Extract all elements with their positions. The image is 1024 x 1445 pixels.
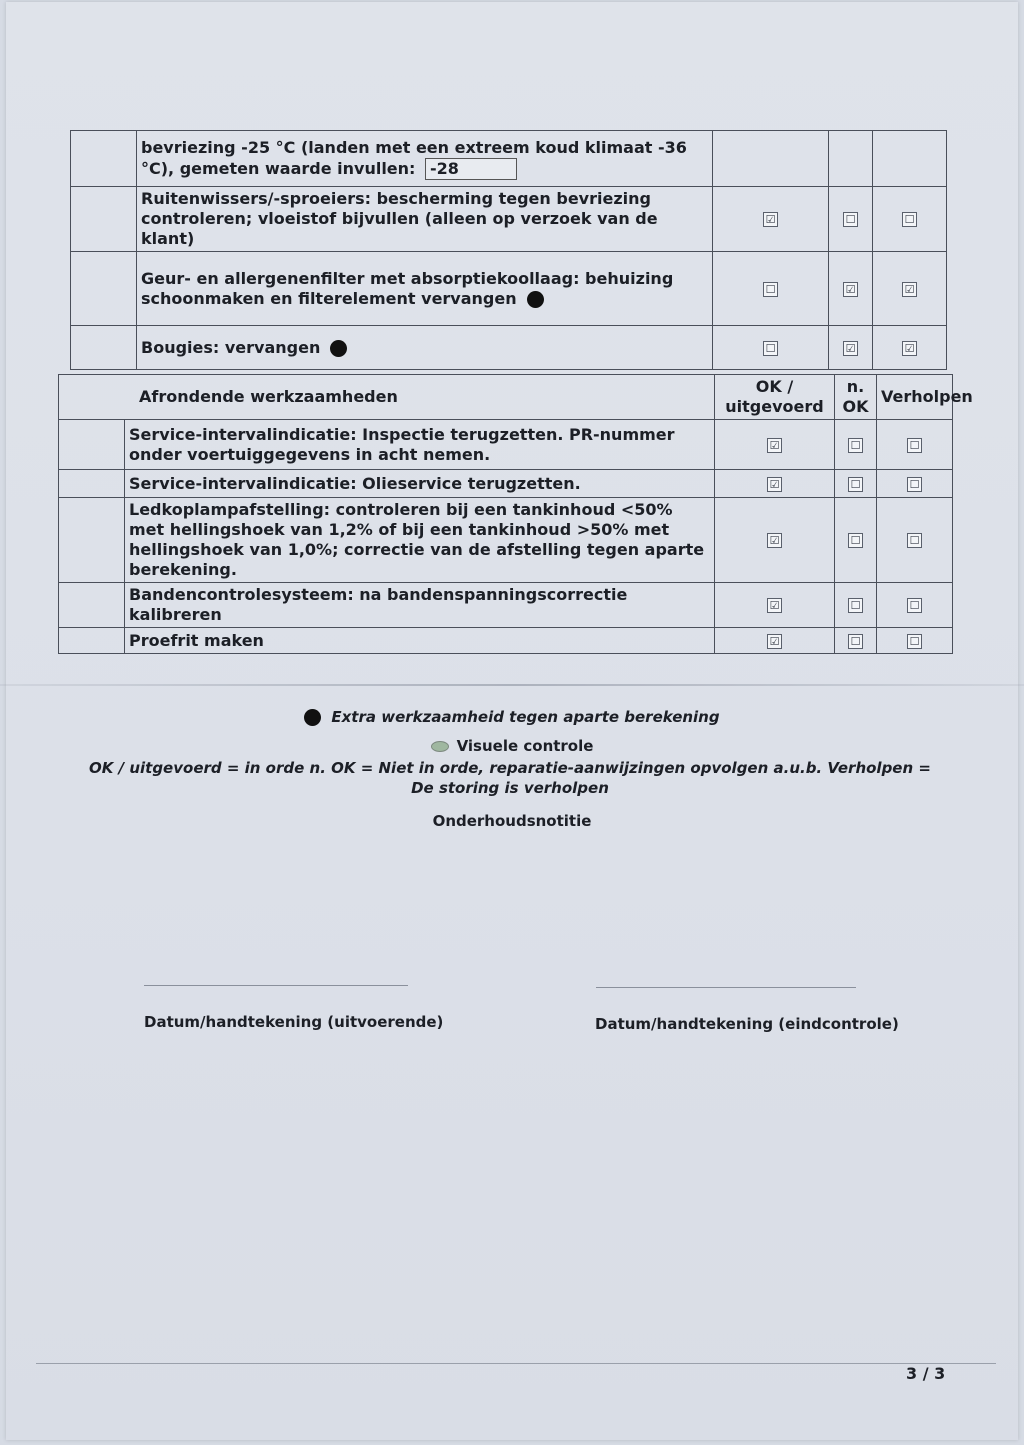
table-row bbox=[71, 252, 947, 326]
page-number: 3 / 3 bbox=[906, 1364, 946, 1383]
checkbox-fixed[interactable]: ☑ bbox=[902, 282, 917, 297]
table-row bbox=[59, 470, 953, 498]
row-text: Ledkoplampafstelling: controleren bij een tankinhoud <50% met hellingshoek van 1,2% of bij een tankinhoud >50% met hellingshoek van 1,0%; correctie van de afstelling tegen aparte berekening. bbox=[125, 498, 715, 583]
checkbox-ok[interactable]: ☑ bbox=[767, 533, 782, 548]
checkbox-nok[interactable]: ☑ bbox=[843, 341, 858, 356]
col-header-nok: n. OK bbox=[835, 375, 877, 420]
checkbox-fixed[interactable]: ☐ bbox=[907, 598, 922, 613]
checkbox-nok[interactable]: ☐ bbox=[848, 477, 863, 492]
checkbox-fixed[interactable]: ☐ bbox=[907, 533, 922, 548]
row-text: Bandencontrolesysteem: na bandenspanningscorrectie kalibreren bbox=[125, 583, 715, 628]
row-text: Proefrit maken bbox=[125, 628, 715, 654]
checkbox-fixed[interactable]: ☐ bbox=[907, 477, 922, 492]
checkbox-fixed[interactable]: ☐ bbox=[907, 438, 922, 453]
extra-work-dot-icon bbox=[330, 340, 347, 357]
table-row bbox=[59, 583, 953, 628]
paper-fold-line bbox=[0, 684, 1024, 686]
checkbox-ok[interactable]: ☑ bbox=[767, 634, 782, 649]
table-row bbox=[59, 628, 953, 654]
checkbox-nok[interactable]: ☐ bbox=[848, 598, 863, 613]
checkbox-nok[interactable]: ☐ bbox=[843, 212, 858, 227]
checkbox-nok[interactable]: ☐ bbox=[848, 438, 863, 453]
checkbox-ok[interactable]: ☑ bbox=[767, 477, 782, 492]
checkbox-ok[interactable]: ☐ bbox=[763, 282, 778, 297]
section-title: Afrondende werkzaamheden bbox=[139, 387, 398, 406]
row-text: Geur- en allergenenfilter met absorptiekoollaag: behuizing schoonmaken en filterelement vervangen bbox=[137, 252, 713, 326]
table-row bbox=[71, 187, 947, 252]
table-row bbox=[71, 131, 947, 187]
checkbox-nok[interactable]: ☑ bbox=[843, 282, 858, 297]
top-checklist-table bbox=[70, 130, 947, 370]
extra-work-dot-icon bbox=[527, 291, 544, 308]
legend-explanation: OK / uitgevoerd = in orde n. OK = Niet in orde, reparatie-aanwijzingen opvolgen a.u.b. Verholpen = De storing is verholpen bbox=[89, 759, 931, 797]
checkbox-ok[interactable]: ☑ bbox=[763, 212, 778, 227]
checkbox-fixed[interactable]: ☐ bbox=[902, 212, 917, 227]
signature-line-right[interactable] bbox=[596, 987, 856, 988]
row-text: Ruitenwissers/-sproeiers: bescherming tegen bevriezing controleren; vloeistof bijvullen (alleen op verzoek van de klant) bbox=[137, 187, 713, 252]
row-text: Service-intervalindicatie: Olieservice terugzetten. bbox=[125, 470, 715, 498]
signature-line-left[interactable] bbox=[144, 985, 408, 986]
visual-check-eye-icon bbox=[431, 741, 449, 752]
table-row bbox=[59, 498, 953, 583]
extra-work-dot-icon bbox=[304, 709, 321, 726]
table-row bbox=[71, 326, 947, 370]
legend-visual: Visuele controle bbox=[0, 737, 1024, 755]
measured-value-field[interactable]: -28 bbox=[425, 158, 517, 180]
checkbox-fixed[interactable]: ☑ bbox=[902, 341, 917, 356]
checkbox-fixed[interactable]: ☐ bbox=[907, 634, 922, 649]
row-text: Service-intervalindicatie: Inspectie terugzetten. PR-nummer onder voertuiggegevens in acht nemen. bbox=[125, 420, 715, 470]
finishing-table bbox=[58, 374, 973, 654]
col-header-ok: OK / uitgevoerd bbox=[715, 375, 835, 420]
finishing-header-row bbox=[59, 375, 953, 420]
footer-rule bbox=[36, 1363, 996, 1364]
signature-label-right: Datum/handtekening (eindcontrole) bbox=[595, 1015, 899, 1033]
table-row bbox=[59, 420, 953, 470]
signature-label-left: Datum/handtekening (uitvoerende) bbox=[144, 1013, 444, 1031]
checkbox-nok[interactable]: ☐ bbox=[848, 533, 863, 548]
maintenance-note-title: Onderhoudsnotitie bbox=[432, 812, 592, 830]
row-text: Bougies: vervangen bbox=[137, 326, 713, 370]
legend-extra: Extra werkzaamheid tegen aparte berekening bbox=[0, 708, 1024, 726]
col-header-fixed: Verholpen bbox=[877, 375, 953, 420]
checkbox-ok[interactable]: ☐ bbox=[763, 341, 778, 356]
checkbox-nok[interactable]: ☐ bbox=[848, 634, 863, 649]
row-text-frost: bevriezing -25 °C (landen met een extreem koud klimaat -36 °C), gemeten waarde invullen: -28 bbox=[137, 131, 713, 187]
checkbox-ok[interactable]: ☑ bbox=[767, 598, 782, 613]
checkbox-ok[interactable]: ☑ bbox=[767, 438, 782, 453]
